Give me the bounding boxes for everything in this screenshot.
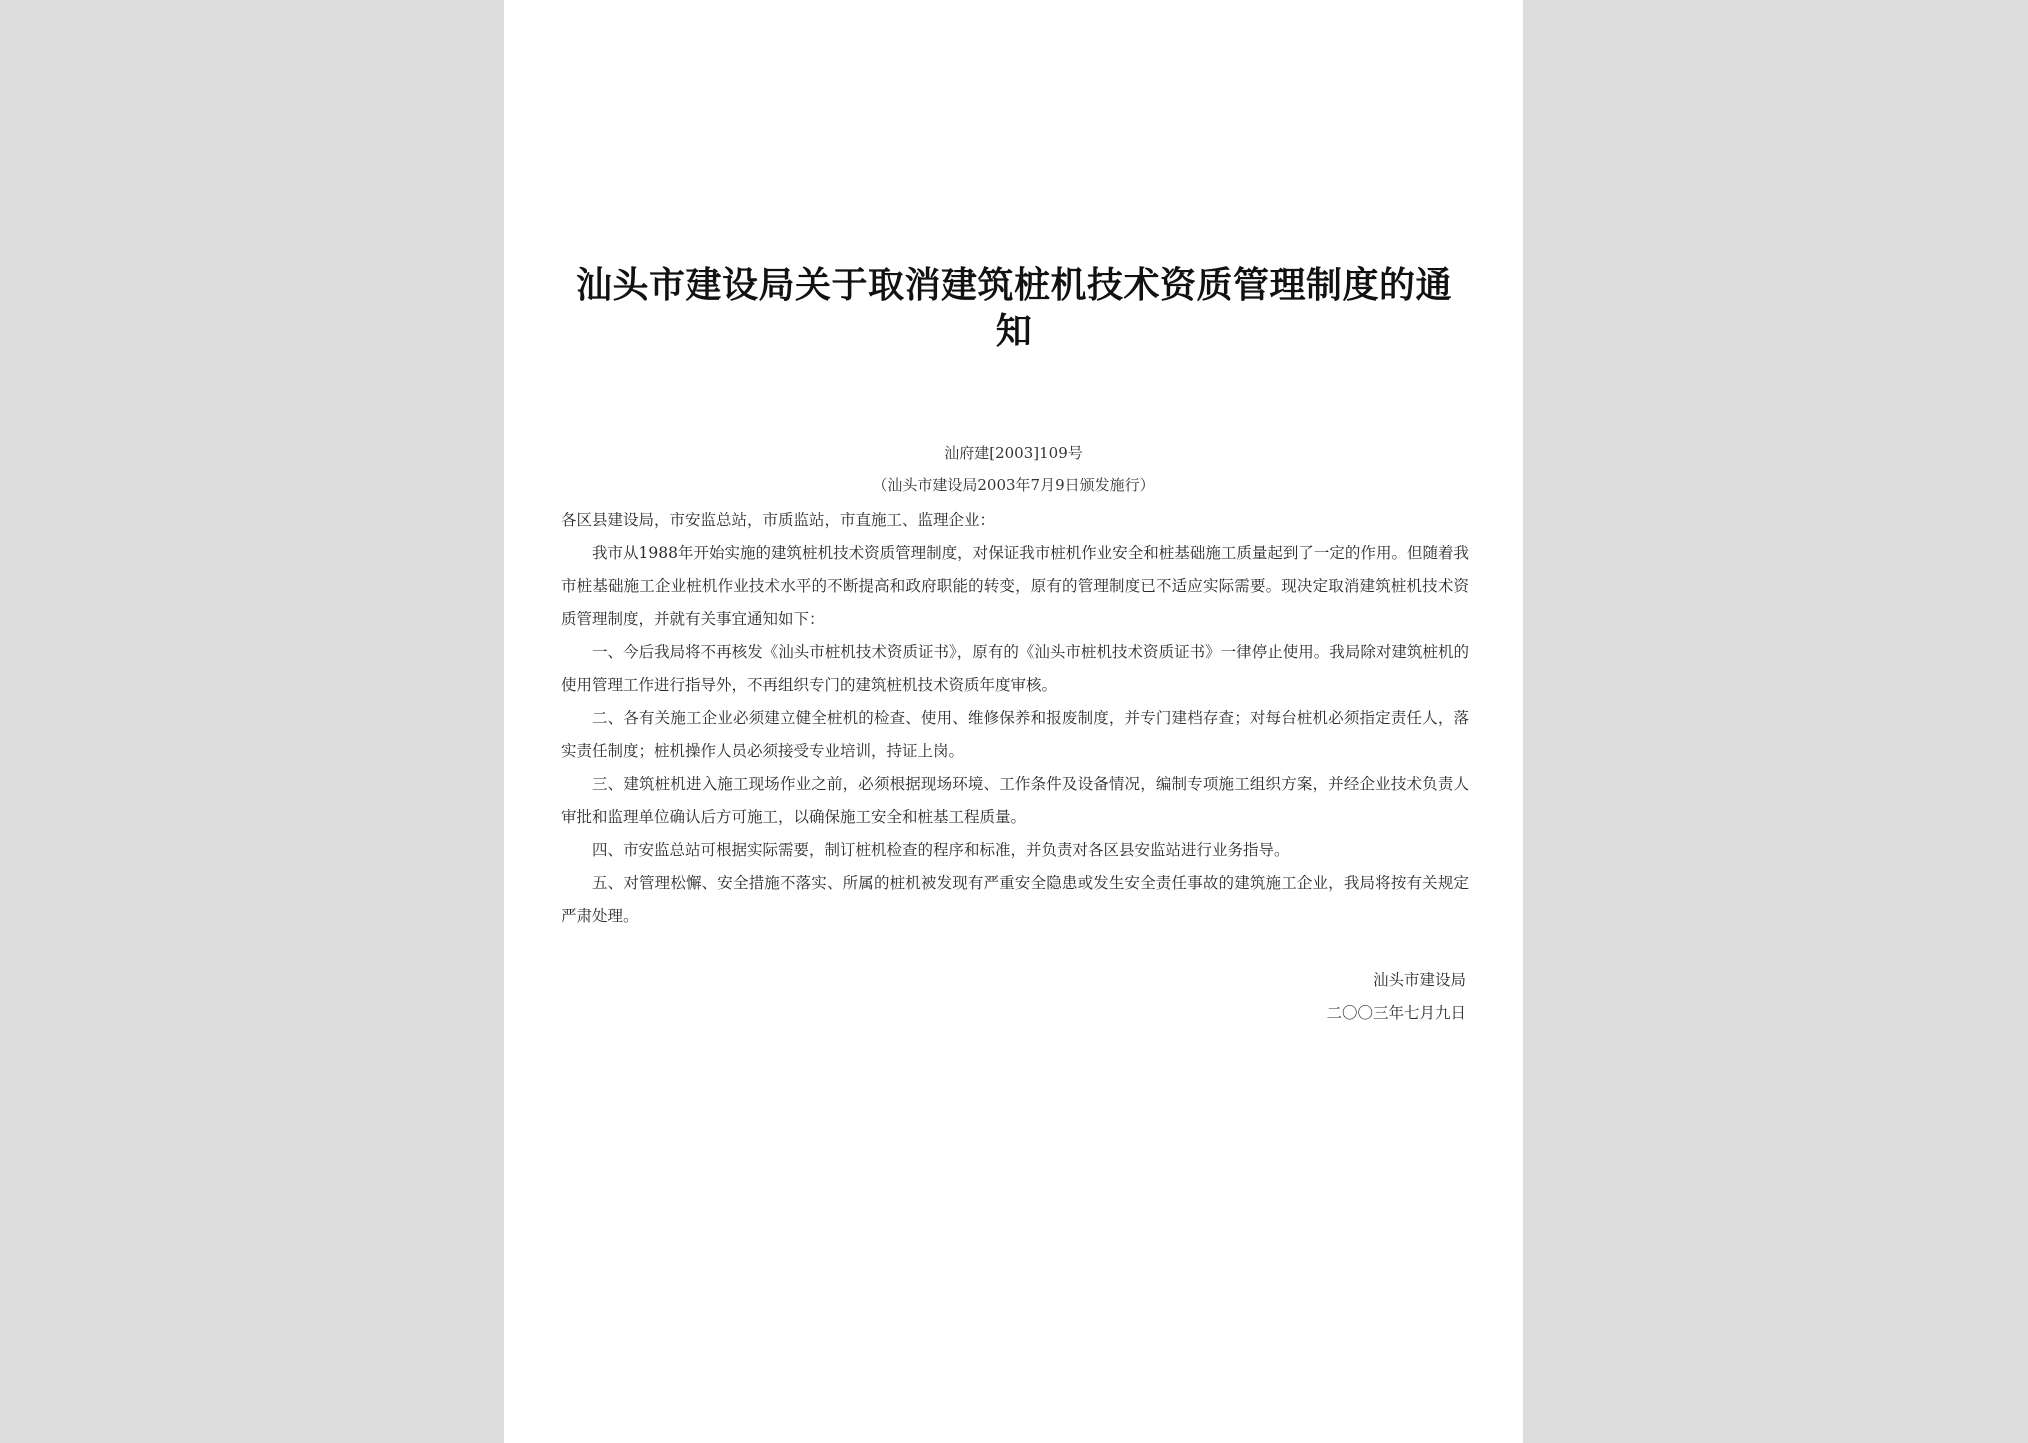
issued-note: （汕头市建设局2003年7月9日颁发施行） [872,476,1155,494]
paragraph-item-1: 一、今后我局将不再核发《汕头市桩机技术资质证书》，原有的《汕头市桩机技术资质证书》一律停止使用。我局除对建筑桩机的使用管理工作进行指导外，不再组织专门的建筑桩机技术资质年度审核。 [561,643,1469,694]
paragraph-item-5: 五、对管理松懈、安全措施不落实、所属的桩机被发现有严重安全隐患或发生安全责任事故的建筑施工企业，我局将按有关规定严肃处理。 [561,874,1469,925]
paragraph-intro: 我市从1988年开始实施的建筑桩机技术资质管理制度，对保证我市桩机作业安全和桩基础施工质量起到了一定的作用。但随着我市桩基础施工企业桩机作业技术水平的不断提高和政府职能的转变，原有的管理制度已不适应实际需要。现决定取消建筑桩机技术资质管理制度，并就有关事宜通知如下： [561,544,1469,628]
paragraph-item-3: 三、建筑桩机进入施工现场作业之前，必须根据现场环境、工作条件及设备情况，编制专项施工组织方案，并经企业技术负责人审批和监理单位确认后方可施工，以确保施工安全和桩基工程质量。 [561,775,1469,826]
salutation: 各区县建设局，市安监总站，市质监站，市直施工、监理企业： [561,511,996,529]
document-page [504,0,1523,1443]
document-body [561,504,1469,933]
signature-block [1326,964,1466,1030]
signature-issuer: 汕头市建设局 [1372,971,1466,989]
document-number: 汕府建[2003]109号 [944,444,1083,462]
paragraph-item-2: 二、各有关施工企业必须建立健全桩机的检查、使用、维修保养和报废制度，并专门建档存查；对每台桩机必须指定责任人，落实责任制度；桩机操作人员必须接受专业培训，持证上岗。 [561,709,1469,760]
document-title: 汕头市建设局关于取消建筑桩机技术资质管理制度的通知 [575,264,1452,352]
signature-date: 二〇〇三年七月九日 [1326,1004,1466,1022]
paragraph-item-4: 四、市安监总站可根据实际需要，制订桩机检查的程序和标准，并负责对各区县安监站进行业务指导。 [592,841,1290,859]
